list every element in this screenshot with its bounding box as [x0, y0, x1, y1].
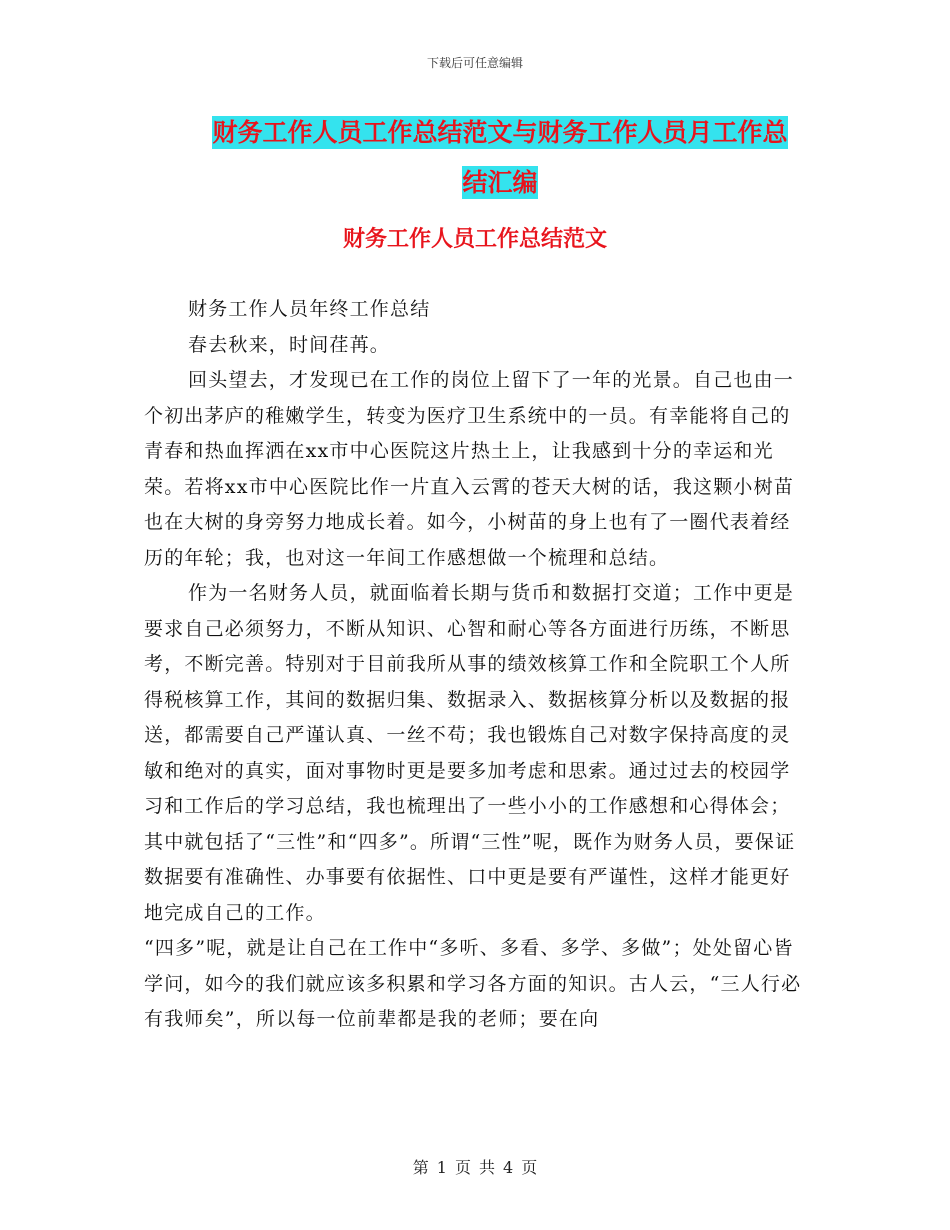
footer-page-label: 第 — [412, 1158, 429, 1177]
footer-total-word: 页 — [521, 1158, 538, 1177]
document-title — [140, 108, 860, 208]
section-title: 财务工作人员工作总结范文 — [342, 226, 607, 252]
paragraph: 财务工作人员年终工作总结 — [188, 298, 431, 320]
paragraph: “四多”呢，就是让自己在工作中“多听、多看、多学、多做”；处处留心皆学问，如今的我们就应该多积累和学习各方面的知识。古人云，“三人行必有我师矣”，所以每一位前辈都是我的老师；要在向 — [144, 937, 802, 1030]
paragraph: 回头望去，才发现已在工作的岗位上留下了一年的光景。自己也由一个初出茅庐的稚嫩学生，转变为医疗卫生系统中的一员。有幸能将自己的青春和热血挥洒在xx市中心医院这片热土上，让我感到十分的幸运和光荣。若将xx市中心医院比作一片直入云霄的苍天大树的话，我这颗小树苗也在大树的身旁努力地成长着。如今，小树苗的身上也有了一圈代表着经历的年轮；我，也对这一年间工作感想做一个梳理和总结。 — [144, 369, 795, 569]
footer-page-word: 页 — [454, 1158, 471, 1177]
document-body — [144, 292, 808, 1038]
footer-total-number: 4 — [503, 1158, 514, 1177]
paragraph: 作为一名财务人员，就面临着长期与货币和数据打交道；工作中更是要求自己必须努力，不断从知识、心智和耐心等各方面进行历练，不断思考，不断完善。特别对于目前我所从事的绩效核算工作和全院职工个人所得税核算工作，其间的数据归集、数据录入、数据核算分析以及数据的报送，都需要自己严谨认真、一丝不苟；我也锻炼自己对数字保持高度的灵敏和绝对的真实，面对事物时更是要多加考虑和思索。通过过去的校园学习和工作后的学习总结，我也梳理出了一些小小的工作感想和心得体会；其中就包括了“三性”和“四多”。所谓“三性”呢，既作为财务人员，要保证数据要有准确性、办事要有依据性、口中更是要有严谨性，这样才能更好地完成自己的工作。 — [144, 582, 796, 924]
footer-page-number: 1 — [436, 1158, 447, 1177]
paragraph: 春去秋来，时间荏苒。 — [188, 333, 391, 356]
footer-total-label: 共 — [479, 1158, 496, 1177]
document-title-line2: 结汇编 — [462, 168, 538, 197]
page-footer — [0, 1155, 950, 1178]
header-note: 下载后可任意编辑 — [426, 56, 523, 70]
document-title-line1: 财务工作人员工作总结范文与财务工作人员月工作总 — [212, 118, 788, 147]
